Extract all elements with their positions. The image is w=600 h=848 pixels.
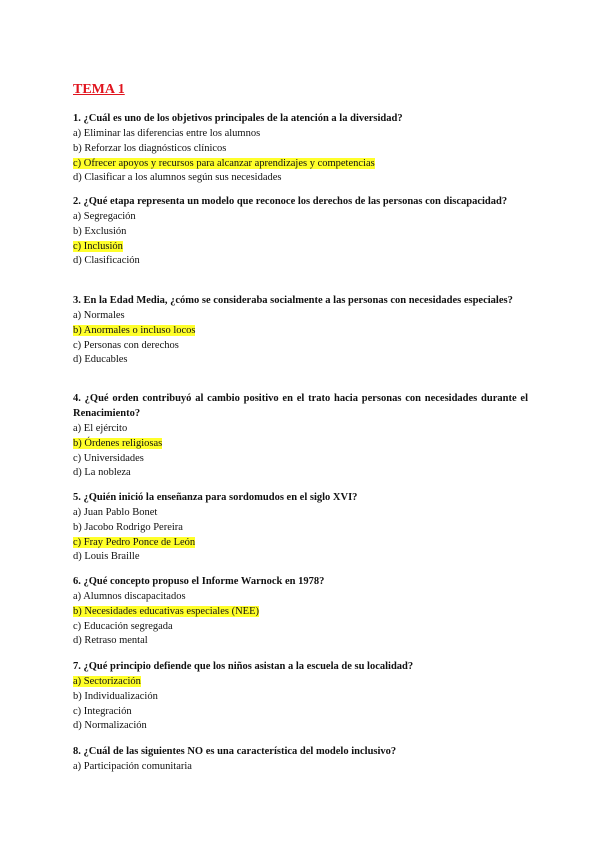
answer-option-correct: c) Inclusión	[73, 240, 123, 252]
answer-option: b) Exclusión	[73, 225, 127, 237]
question-block	[73, 293, 528, 368]
answer-option: d) Normalización	[73, 720, 147, 732]
answer-option: a) Eliminar las diferencias entre los alumnos	[73, 128, 261, 139]
answer-option: d) Educables	[73, 354, 128, 366]
question-text: 6. ¿Qué concepto propuso el Informe Warnock en 1978?	[73, 576, 325, 587]
page-title: TEMA 1	[73, 82, 125, 97]
question-text: 8. ¿Cuál de las siguientes NO es una característica del modelo inclusivo?	[73, 746, 397, 757]
answer-option-correct: c) Fray Pedro Ponce de León	[73, 536, 196, 548]
answer-option: d) Clasificar a los alumnos según sus necesidades	[73, 172, 282, 184]
answer-option-correct: a) Sectorización	[73, 676, 141, 687]
question-text: 1. ¿Cuál es uno de los objetivos principales de la atención a la diversidad?	[73, 113, 403, 124]
question-block	[73, 111, 528, 186]
answer-option: a) El ejército	[73, 423, 128, 434]
question-text: 2. ¿Qué etapa representa un modelo que reconoce los derechos de las personas con discapacidad?	[73, 196, 508, 207]
question-block	[73, 490, 528, 565]
answer-option: b) Individualización	[73, 690, 158, 702]
question-block	[73, 194, 528, 269]
answer-option: d) La nobleza	[73, 467, 131, 479]
answer-option: a) Segregación	[73, 211, 136, 222]
question-text: 3. En la Edad Media, ¿cómo se consideraba socialmente a las personas con necesidades especiales?	[73, 295, 513, 306]
answer-option: d) Retraso mental	[73, 635, 148, 647]
answer-option: c) Universidades	[73, 452, 144, 464]
answer-option-correct: b) Órdenes religiosas	[73, 437, 163, 449]
question-text: 5. ¿Quién inició la enseñanza para sordomudos en el siglo XVI?	[73, 492, 358, 503]
question-block	[73, 744, 528, 775]
answer-option: b) Jacobo Rodrigo Pereira	[73, 521, 183, 533]
answer-option: a) Alumnos discapacitados	[73, 591, 186, 602]
answer-option-correct: b) Necesidades educativas especiales (NEE)	[73, 605, 259, 617]
answer-option: b) Reforzar los diagnósticos clínicos	[73, 142, 227, 154]
question-text: 4. ¿Qué orden contribuyó al cambio positivo en el trato hacia personas con necesidades durante el Renacimiento?	[73, 393, 528, 419]
answer-option: d) Louis Braille	[73, 551, 140, 563]
answer-option: a) Normales	[73, 310, 125, 321]
answer-option: c) Educación segregada	[73, 620, 173, 632]
answer-option-correct: b) Anormales o incluso locos	[73, 324, 196, 336]
answer-option: a) Juan Pablo Bonet	[73, 507, 158, 518]
answer-option-correct: c) Ofrecer apoyos y recursos para alcanzar aprendizajes y competencias	[73, 157, 375, 169]
answer-option: d) Clasificación	[73, 255, 140, 267]
question-text: 7. ¿Qué principio defiende que los niños asistan a la escuela de su localidad?	[73, 661, 414, 672]
answer-option: c) Personas con derechos	[73, 339, 179, 351]
answer-option: a) Participación comunitaria	[73, 761, 192, 772]
question-block	[73, 574, 528, 649]
question-block	[73, 391, 528, 481]
answer-option: c) Integración	[73, 705, 132, 717]
question-block	[73, 659, 528, 734]
